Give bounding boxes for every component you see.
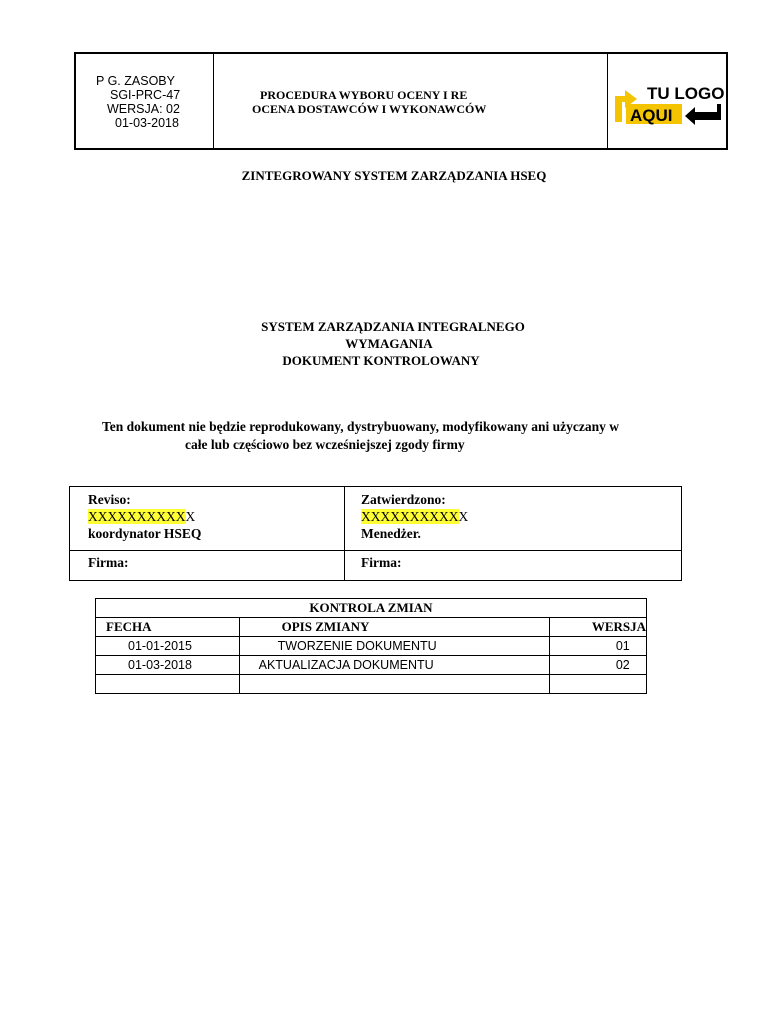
table-row	[96, 675, 647, 694]
reviewer-name: XXXXXXXXXXX	[88, 509, 196, 524]
system-requirements-block	[0, 318, 768, 369]
row-date: 01-01-2015	[96, 637, 240, 656]
approval-table	[69, 486, 682, 581]
version-label: WERSJA: 02	[107, 102, 180, 116]
system-title: ZINTEGROWANY SYSTEM ZARZĄDZANIA HSEQ	[241, 168, 547, 183]
reviewer-cell	[88, 491, 201, 542]
change-control-title: KONTROLA ZMIAN	[96, 599, 647, 618]
row-description: TWORZENIE DOKUMENTU	[239, 637, 549, 656]
header-date: FECHA	[96, 618, 240, 637]
row-version: 02	[549, 656, 646, 675]
logo-graphic	[611, 82, 729, 126]
procedure-title: PROCEDURA WYBORU OCENY I RE OCENA DOSTAWCÓW I WYKONAWCÓW	[252, 88, 487, 116]
document-header	[74, 52, 728, 150]
approver-name: XXXXXXXXXXX	[361, 509, 469, 524]
logo-text-bottom: AQUI	[630, 106, 673, 125]
reviewer-label: Reviso:	[88, 492, 131, 507]
row-description	[239, 675, 549, 694]
block-line-1: SYSTEM ZARZĄDZANIA INTEGRALNEGO	[261, 319, 525, 334]
approver-role: Menedżer.	[361, 526, 421, 541]
change-control-table	[95, 598, 647, 694]
row-version: 01	[549, 637, 646, 656]
notice-line-1: Ten dokument nie będzie reprodukowany, dystrybuowany, modyfikowany ani użyczany w	[102, 419, 619, 434]
row-date	[96, 675, 240, 694]
revision-date: 01-03-2018	[115, 116, 179, 130]
header-version: WERSJA	[549, 618, 646, 637]
reviewer-firm: Firma:	[88, 555, 129, 570]
logo-return-arrow-icon	[685, 104, 721, 125]
procedure-id: SGI-PRC-47	[110, 88, 181, 102]
header-divider	[213, 54, 214, 148]
header-divider	[607, 54, 608, 148]
department-code: P G. ZASOBY	[96, 74, 175, 88]
company-logo	[611, 82, 729, 126]
row-version	[549, 675, 646, 694]
block-line-3: DOKUMENT KONTROLOWANY	[282, 353, 480, 368]
row-description: AKTUALIZACJA DOKUMENTU	[239, 656, 549, 675]
row-date: 01-03-2018	[96, 656, 240, 675]
notice-line-2: całe lub częściowo bez wcześniejszej zgody firmy	[185, 437, 465, 452]
approver-firm: Firma:	[361, 555, 402, 570]
table-row	[96, 637, 647, 656]
block-line-2: WYMAGANIA	[345, 336, 433, 351]
approver-label: Zatwierdzono:	[361, 492, 446, 507]
table-row	[96, 656, 647, 675]
document-code-block	[96, 74, 180, 130]
logo-text-top: TU LOGO	[647, 84, 725, 103]
copyright-notice	[102, 418, 619, 454]
reviewer-role: koordynator HSEQ	[88, 526, 202, 541]
approver-cell	[361, 491, 468, 542]
header-description: OPIS ZMIANY	[239, 618, 549, 637]
